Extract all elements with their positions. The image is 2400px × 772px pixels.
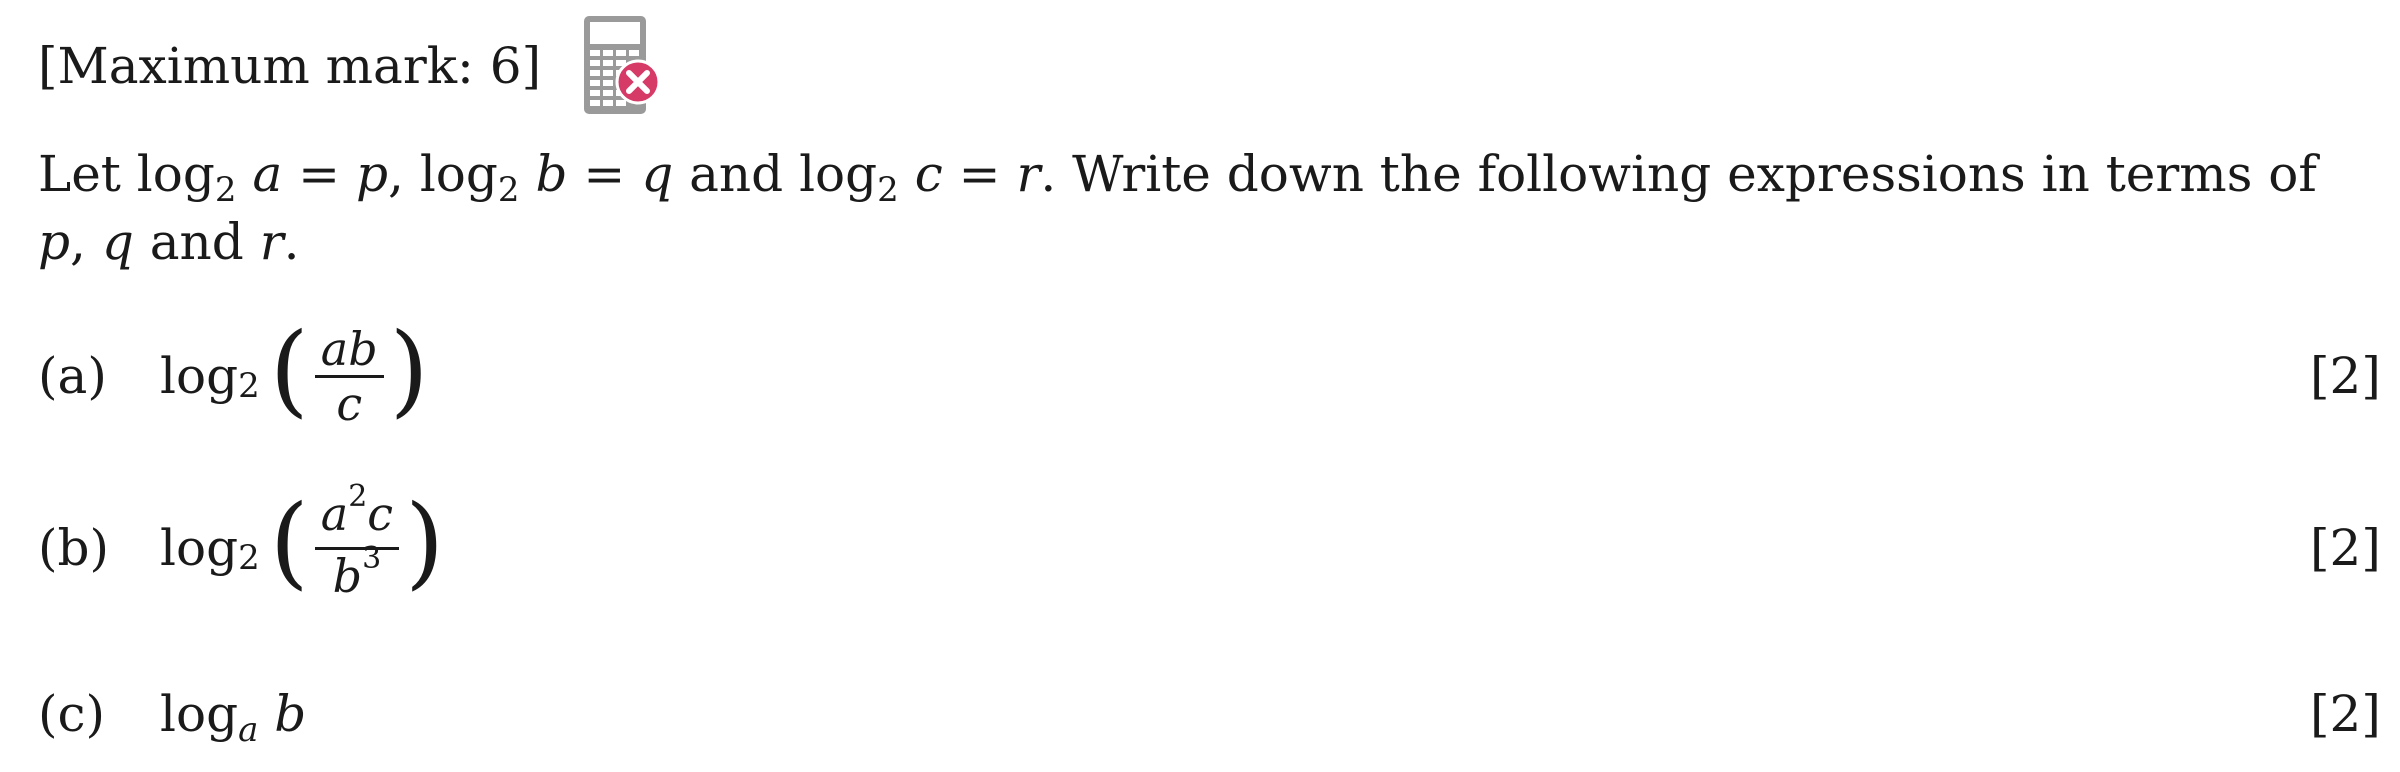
part-a-marks: [2] bbox=[2310, 347, 2381, 405]
part-a-expression: log 2 ( $\frac{ab}{c}$ ) bbox=[160, 311, 429, 431]
part-b-expression: log 2 ( $\frac{a^2c}{b^3}$ ) bbox=[160, 486, 444, 610]
part-c-expression: $\log_a b$ bbox=[160, 685, 307, 750]
part-b-label: (b) bbox=[38, 519, 110, 577]
question-stem-line-2: p, q and r. bbox=[38, 213, 300, 271]
part-b-marks: [2] bbox=[2310, 519, 2381, 577]
maximum-mark-label: [Maximum mark: 6] bbox=[38, 37, 542, 95]
calculator-not-allowed-icon bbox=[582, 14, 662, 118]
part-a-fraction: $\frac{ab}{c}$ bbox=[315, 323, 384, 430]
part-a-label: (a) bbox=[38, 347, 107, 405]
part-c-marks: [2] bbox=[2310, 685, 2381, 743]
question-stem-line-1: Let $\log_2 a = p$, $\log_2 b = q$ and $\log_2 c = r$. Write down the following expressions in terms of bbox=[38, 145, 2317, 210]
part-b-fraction: $\frac{a^2c}{b^3}$ bbox=[315, 488, 399, 609]
part-c-label: (c) bbox=[38, 685, 106, 743]
